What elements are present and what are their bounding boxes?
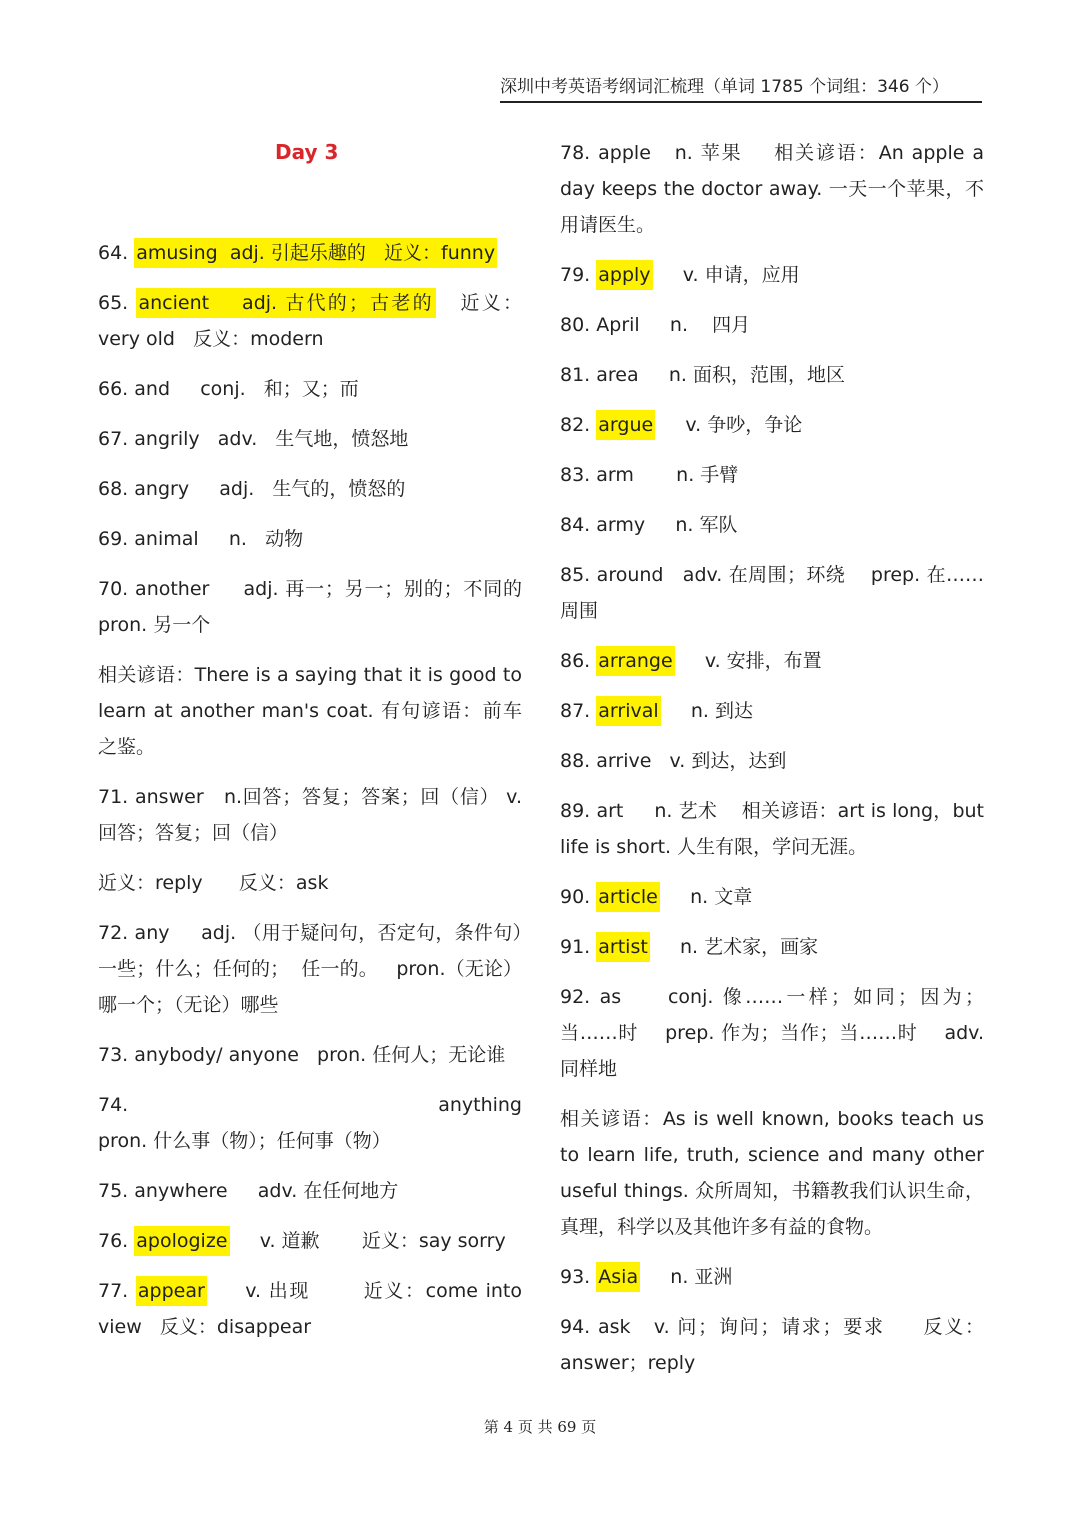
entry-definition: v. 到达，达到 — [651, 750, 787, 772]
entry-word: another — [135, 578, 210, 600]
entry-word: amusing — [136, 242, 218, 264]
vocab-entry — [98, 657, 529, 765]
entry-definition: adj. 古代的；古老的 — [209, 292, 434, 314]
vocab-entry — [560, 357, 984, 393]
entry-definition: n. 军队 — [645, 514, 738, 536]
vocab-entry — [98, 571, 541, 643]
entry-definition: v. 申请，应用 — [652, 264, 800, 286]
entry-definition: n.回答；答复；答案；回（信） v. 回答；答复；回（信） — [98, 786, 529, 844]
entry-word: apologize — [134, 1226, 229, 1256]
entry-definition: conj. 像……一样；如同；因为；当……时 prep. 作为；当作；当……时 adv. 同样地 — [560, 986, 991, 1080]
vocab-entry — [560, 793, 991, 865]
vocab-entry — [560, 879, 984, 915]
entry-definition: conj. 和；又；而 — [170, 378, 359, 400]
vocab-entry — [98, 235, 522, 271]
entry-definition: n. 亚洲 — [640, 1266, 733, 1288]
entry-number: 87. — [560, 700, 591, 722]
entry-word: art — [596, 800, 624, 822]
entry-word: and — [134, 378, 171, 400]
entry-definition: adj. 引起乐趣的 近义：funny — [217, 242, 496, 264]
entry-definition: n. 动物 — [198, 528, 304, 550]
entry-number: 78. — [560, 142, 591, 164]
entry-number: 79. — [560, 264, 591, 286]
vocab-entry — [560, 257, 984, 293]
entry-number: 66. — [98, 378, 129, 400]
entry-word: ancient — [138, 292, 210, 314]
entry-definition: adj. （用于疑问句，否定句，条件句）一些；什么；任何的； 任一的。 pron.（无论）哪一个；（无论）哪些 — [98, 922, 522, 1016]
vocab-entry — [560, 979, 991, 1087]
entry-word: answer — [135, 786, 204, 808]
day-title: Day 3 — [275, 140, 339, 164]
vocab-entry — [98, 471, 522, 507]
page-footer: 第 4 页 共 69 页 — [483, 1418, 597, 1436]
entry-definition: adj. 再一；另一；别的；不同的 pron. 另一个 — [98, 578, 541, 636]
entry-word: appear — [136, 1276, 207, 1306]
right-column — [560, 135, 991, 1395]
vocab-entry — [560, 307, 984, 343]
entry-definition: pron. 任何人；无论谁 — [298, 1044, 506, 1066]
entry-word: apple — [598, 142, 651, 164]
entry-number: 82. — [560, 414, 591, 436]
entry-definition: adv. 生气地，愤怒地 — [199, 428, 409, 450]
entry-note: 相关谚语：There is a saying that it is good to learn at another man's coat. 有句谚语：前车之鉴。 — [98, 664, 529, 758]
entry-definition: n. 面积，范围，地区 — [638, 364, 845, 386]
entry-number: 83. — [560, 464, 591, 486]
entry-note: 近义：reply 反义：ask — [98, 872, 329, 894]
entry-number: 92. — [560, 986, 591, 1008]
entry-definition: n. 苹果 相关谚语：An apple a day keeps the doctor away. 一天一个苹果，不用请医生。 — [560, 142, 991, 236]
entry-definition: n. 四月 — [639, 314, 751, 336]
vocab-entry — [98, 1223, 522, 1259]
entry-number: 91. — [560, 936, 591, 958]
entry-word: ask — [598, 1316, 631, 1338]
entry-word: April — [596, 314, 640, 336]
entry-note: 相关谚语：As is well known, books teach us to learn life, truth, science and many other useful things. 众所周知，书籍教我们认识生命，真理，科学以及其他许多有益的食物。 — [560, 1108, 991, 1238]
entry-number: 69. — [98, 528, 129, 550]
entry-word: around — [596, 564, 664, 586]
entry-number: 65. — [98, 292, 129, 314]
entry-number: 85. — [560, 564, 591, 586]
vocab-entry — [560, 457, 984, 493]
highlighted-definition — [136, 288, 435, 318]
entry-definition: adv. 在任何地方 — [227, 1180, 399, 1202]
entry-definition: v. 问；询问；请求；要求 反义：answer；reply — [560, 1316, 984, 1374]
vocab-entry — [560, 929, 984, 965]
entry-word: animal — [134, 528, 199, 550]
vocab-entry — [560, 643, 984, 679]
entry-number: 94. — [560, 1316, 591, 1338]
vocab-entry — [560, 557, 984, 629]
vocab-entry — [560, 743, 984, 779]
entry-word: arrive — [596, 750, 652, 772]
entry-word: anywhere — [134, 1180, 228, 1202]
entry-word: anybody/ anyone — [134, 1044, 299, 1066]
entry-number: 75. — [98, 1180, 129, 1202]
entry-word: angry — [134, 478, 190, 500]
entry-definition: n. 文章 — [659, 886, 753, 908]
entry-word: arrange — [596, 646, 674, 676]
entry-number: 76. — [98, 1230, 129, 1252]
entry-word: army — [596, 514, 646, 536]
entry-number: 90. — [560, 886, 591, 908]
vocab-entry — [98, 285, 522, 357]
vocab-entry — [98, 521, 522, 557]
vocab-entry — [560, 693, 984, 729]
entry-word: apply — [596, 260, 652, 290]
entry-definition: v. 争吵，争论 — [655, 414, 803, 436]
entry-number: 84. — [560, 514, 591, 536]
vocab-entry — [560, 1309, 984, 1381]
entry-word: area — [596, 364, 639, 386]
vocab-entry — [98, 1037, 522, 1073]
entry-number: 88. — [560, 750, 591, 772]
entry-definition: n. 手臂 — [633, 464, 739, 486]
entry-number: 93. — [560, 1266, 591, 1288]
entry-word: arm — [596, 464, 634, 486]
entry-note: 近义：very old 反义：modern — [98, 292, 522, 350]
vocab-entry — [98, 865, 522, 901]
vocab-entry — [98, 421, 522, 457]
vocab-entry — [560, 1259, 984, 1295]
vocab-entry — [560, 407, 984, 443]
running-header: 深圳中考英语考纲词汇梳理（单词 1785 个词组：346 个） — [500, 76, 982, 103]
entry-definition: adj. 生气的，愤怒的 — [189, 478, 406, 500]
entry-number: 80. — [560, 314, 591, 336]
vocab-entry — [560, 507, 984, 543]
entry-definition: n. 到达 — [660, 700, 753, 722]
entry-number: 72. — [98, 922, 129, 944]
vocab-entry — [98, 1273, 529, 1345]
entry-number: 71. — [98, 786, 129, 808]
entry-word: any — [134, 922, 170, 944]
entry-word: Asia — [596, 1262, 640, 1292]
vocab-entry — [98, 1087, 541, 1159]
entry-definition: adv. 在周围；环绕 prep. 在……周围 — [560, 564, 984, 622]
vocab-entry — [98, 1173, 522, 1209]
entry-number: 74. — [98, 1094, 129, 1116]
entry-number: 89. — [560, 800, 591, 822]
entry-word: angrily — [134, 428, 200, 450]
entry-definition: v. 安排，布置 — [674, 650, 822, 672]
entry-word: article — [596, 882, 660, 912]
entry-number: 68. — [98, 478, 129, 500]
entry-word: as — [599, 986, 622, 1008]
vocab-entry — [560, 135, 991, 243]
entry-number: 67. — [98, 428, 129, 450]
entry-word: argue — [596, 410, 655, 440]
left-column — [98, 235, 541, 1359]
entry-number: 77. — [98, 1280, 129, 1302]
vocab-entry — [98, 915, 522, 1023]
entry-word: anything — [438, 1094, 522, 1116]
entry-number: 86. — [560, 650, 591, 672]
vocab-entry — [98, 371, 522, 407]
entry-word: artist — [596, 932, 650, 962]
entry-definition: pron. 什么事（物）；任何事（物） — [98, 1094, 541, 1152]
entry-number: 73. — [98, 1044, 129, 1066]
highlighted-definition — [134, 238, 497, 268]
entry-number: 81. — [560, 364, 591, 386]
entry-definition: n. 艺术家，画家 — [649, 936, 819, 958]
entry-definition: v. 出现 近义：come into view 反义：disappear — [98, 1280, 529, 1338]
entry-number: 70. — [98, 578, 129, 600]
entry-word: arrival — [596, 696, 660, 726]
entry-number: 64. — [98, 242, 129, 264]
entry-definition: v. 道歉 近义：say sorry — [229, 1230, 506, 1252]
vocab-entry — [560, 1101, 991, 1245]
entry-definition: n. 艺术 相关谚语：art is long，but life is short. 人生有限，学问无涯。 — [560, 800, 991, 858]
vocab-entry — [98, 779, 529, 851]
